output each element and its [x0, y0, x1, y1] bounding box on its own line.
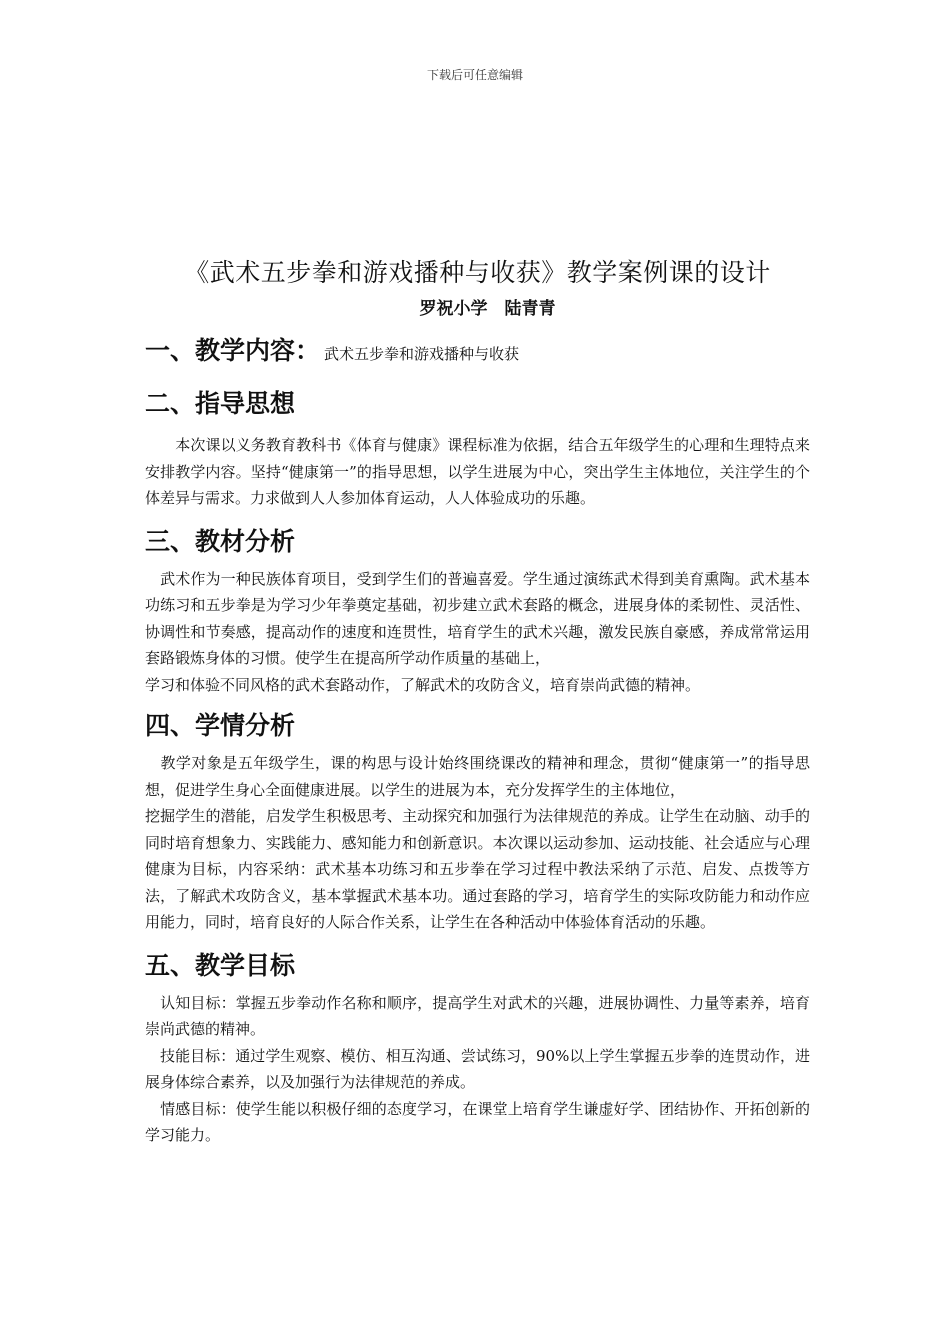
paragraph: 学习和体验不同风格的武术套路动作，了解武术的攻防含义，培育崇尚武德的精神。 [145, 675, 701, 694]
author-line: 罗祝小学 陆青青 [419, 299, 556, 319]
section-heading-label: 一、教学内容： [145, 336, 321, 365]
paragraph: 认知目标：掌握五步拳动作名称和顺序，提高学生对武术的兴趣，进展协调性、力量等素养，培育崇尚武德的精神。 [145, 993, 810, 1038]
paragraph: 技能目标：通过学生观察、模仿、相互沟通、尝试练习，90%以上学生掌握五步拳的连贯动作，进展身体综合素养，以及加强行为法律规范的养成。 [145, 1046, 810, 1091]
section-heading-learner-analysis: 四、学情分析 [145, 711, 296, 740]
paragraph: 挖掘学生的潜能，启发学生积极思考、主动探究和加强行为法律规范的养成。让学生在动脑、动手的同时培育想象力、实践能力、感知能力和创新意识。本次课以运动参加、运动技能、社会适应与心理健康为目标，内容采纳：武术基本功练习和五步拳在学习过程中教法采纳了示范、启发、点拨等方法，了解武术攻防含义，基本掌握武术基本功。通过套路的学习，培育学生的实际攻防能力和动作应用能力，同时，培育良好的人际合作关系，让学生在各种活动中体验体育活动的乐趣。 [145, 807, 810, 931]
paragraph: 武术作为一种民族体育项目，受到学生们的普遍喜爱。学生通过演练武术得到美育熏陶。武术基本功练习和五步拳是为学习少年拳奠定基础，初步建立武术套路的概念，进展身体的柔韧性、灵活性、协调性和节奏感，提高动作的速度和连贯性，培育学生的武术兴趣，激发民族自豪感，养成常常运用套路锻炼身体的习惯。使学生在提高所学动作质量的基础上， [145, 569, 810, 667]
page-header-note: 下载后可任意编辑 [426, 68, 523, 82]
section-heading-guiding-thought: 二、指导思想 [145, 389, 296, 418]
document-body [145, 255, 810, 1149]
paragraph: 情感目标：使学生能以积极仔细的态度学习，在课堂上培育学生谦虚好学、团结协作、开拓创新的学习能力。 [145, 1099, 810, 1144]
paragraph: 本次课以义务教育教科书《体育与健康》课程标准为依据，结合五年级学生的心理和生理特点来安排教学内容。坚持“健康第一”的指导思想，以学生进展为中心，突出学生主体地位，关注学生的个体差异与需求。力求做到人人参加体育运动，人人体验成功的乐趣。 [145, 436, 810, 507]
section-heading-material-analysis: 三、教材分析 [145, 526, 296, 556]
paragraph: 教学对象是五年级学生，课的构思与设计始终围绕课改的精神和理念，贯彻“健康第一”的指导思想，促进学生身心全面健康进展。以学生的进展为本，充分发挥学生的主体地位， [145, 754, 810, 799]
section-heading-teaching-goals: 五、教学目标 [145, 950, 296, 980]
document-title: 《武术五步拳和游戏播种与收获》教学案例课的设计 [184, 258, 771, 287]
content-topic: 武术五步拳和游戏播种与收获 [324, 345, 520, 363]
section-heading-content [145, 333, 810, 372]
